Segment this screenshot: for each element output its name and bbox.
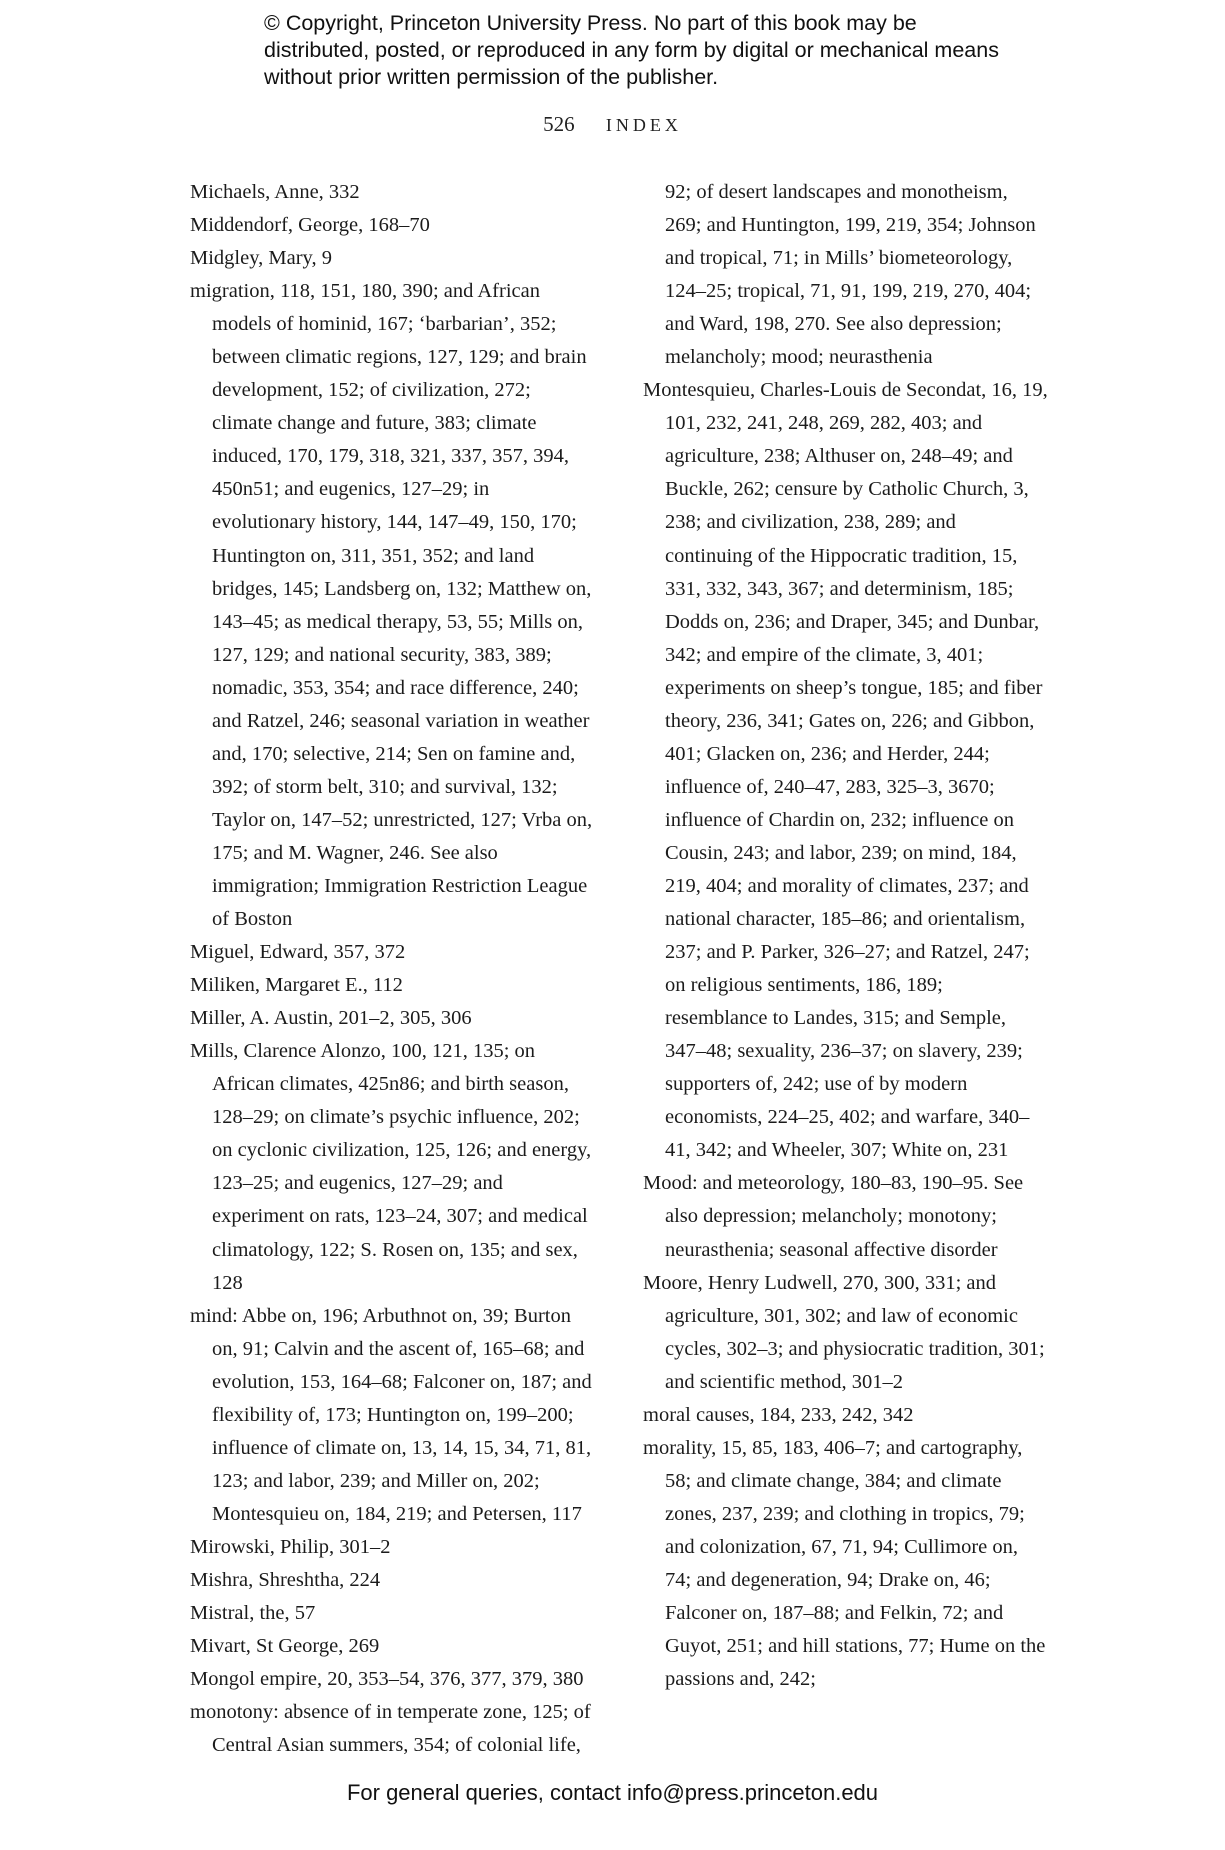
contact-footer: For general queries, contact info@press.princeton.edu — [346, 1780, 879, 1805]
index-entry: Miller, A. Austin, 201–2, 305, 306 — [190, 1007, 472, 1030]
index-entry: Mongol empire, 20, 353–54, 376, 377, 379, 380 — [190, 1668, 584, 1691]
page-number: 526 — [543, 112, 575, 136]
index-column-left — [190, 176, 595, 1762]
index-entry: moral causes, 184, 233, 242, 342 — [643, 1403, 914, 1426]
index-entry: Miliken, Margaret E., 112 — [190, 974, 403, 997]
index-entry: Mood: and meteorology, 180–83, 190–95. See also depression; melancholy; monotony; neurasthenia; seasonal affective disorder — [643, 1172, 1024, 1261]
index-entry: Mivart, St George, 269 — [190, 1635, 380, 1658]
index-entry: monotony: absence of in temperate zone, 125; of Central Asian summers, 354; of colonial life, — [190, 1701, 591, 1757]
index-entry: Mills, Clarence Alonzo, 100, 121, 135; on African climates, 425n86; and birth season, 128–29; on climate’s psychic influence, 202; on cyclonic civilization, 125, 126; and energy, 123–25; and eugenics, 127–29; and experiment on rats, 123–24, 307; and medical climatology, 122; S. Rosen on, 135; and sex, 128 — [190, 1040, 592, 1294]
index-entry: Mirowski, Philip, 301–2 — [190, 1535, 391, 1558]
index-entry: Mishra, Shreshtha, 224 — [190, 1568, 381, 1591]
index-entry-continued: 92; of desert landscapes and monotheism, 269; and Huntington, 199, 219, 354; Johnson and tropical, 71; in Mills’ biometeorology, 124–25; tropical, 71, 91, 199, 219, 270, 404; and Ward, 198, 270. See also depression; melancholy; mood; neurasthenia — [665, 181, 1036, 369]
index-entry: migration, 118, 151, 180, 390; and African models of hominid, 167; ‘barbarian’, 352; between climatic regions, 127, 129; and brain development, 152; of civilization, 272; climate change and future, 383; climate induced, 170, 179, 318, 321, 337, 357, 394, 450n51; and eugenics, 127–29; in evolutionary history, 144, 147–49, 150, 170; Huntington on, 311, 351, 352; and land bridges, 145; Landsberg on, 132; Matthew on, 143–45; as medical therapy, 53, 55; Mills on, 127, 129; and national security, 383, 389; nomadic, 353, 354; and race difference, 240; and Ratzel, 246; seasonal variation in weather and, 170; selective, 214; Sen on famine and, 392; of storm belt, 310; and survival, 132; Taylor on, 147–52; unrestricted, 127; Vrba on, 175; and M. Wagner, 246. See also immigration; Immigration Restriction League of Boston — [190, 280, 593, 931]
index-entry: morality, 15, 85, 183, 406–7; and cartography, 58; and climate change, 384; and climate zones, 237, 239; and clothing in tropics, 79; and colonization, 67, 71, 94; Cullimore on, 74; and degeneration, 94; Drake on, 46; Falconer on, 187–88; and Felkin, 72; and Guyot, 251; and hill stations, 77; Hume on the passions and, 242; — [643, 1436, 1046, 1691]
index-entry: Middendorf, George, 168–70 — [190, 214, 430, 237]
index-entry: Miguel, Edward, 357, 372 — [190, 941, 406, 964]
index-entry: mind: Abbe on, 196; Arbuthnot on, 39; Burton on, 91; Calvin and the ascent of, 165–68; and evolution, 153, 164–68; Falconer on, 187; and flexibility of, 173; Huntington on, 199–200; influence of climate on, 13, 14, 15, 34, 71, 81, 123; and labor, 239; and Miller on, 202; Montesquieu on, 184, 219; and Petersen, 117 — [190, 1304, 592, 1525]
copyright-notice: © Copyright, Princeton University Press. No part of this book may be distributed, posted, or reproduced in any form by digital or mechanical means without prior written permission of the publisher. — [264, 11, 999, 89]
index-column-right — [643, 176, 1048, 1696]
index-entry: Michaels, Anne, 332 — [190, 181, 360, 203]
index-entry: Montesquieu, Charles-Louis de Secondat, 16, 19, 101, 232, 241, 248, 269, 282, 403; and agriculture, 238; Althuser on, 248–49; and Buckle, 262; censure by Catholic Church, 3, 238; and civilization, 238, 289; and continuing of the Hippocratic tradition, 15, 331, 332, 343, 367; and determinism, 185; Dodds on, 236; and Draper, 345; and Dunbar, 342; and empire of the climate, 3, 401; experiments on sheep’s tongue, 185; and fiber theory, 236, 341; Gates on, 226; and Gibbon, 401; Glacken on, 236; and Herder, 244; influence of, 240–47, 283, 325–3, 3670; influence of Chardin on, 232; influence on Cousin, 243; and labor, 239; on mind, 184, 219, 404; and morality of climates, 237; and national character, 185–86; and orientalism, 237; and P. Parker, 326–27; and Ratzel, 247; on religious sentiments, 186, 189; resemblance to Landes, 315; and Semple, 347–48; sexuality, 236–37; on slavery, 239; supporters of, 242; use of by modern economists, 224–25, 402; and warfare, 340–41, 342; and Wheeler, 307; White on, 231 — [643, 379, 1048, 1162]
section-title: INDEX — [605, 115, 682, 135]
index-entry: Moore, Henry Ludwell, 270, 300, 331; and agriculture, 301, 302; and law of economic cycles, 302–3; and physiocratic tradition, 301; and scientific method, 301–2 — [643, 1271, 1045, 1393]
running-head — [0, 112, 1225, 137]
index-entry: Mistral, the, 57 — [190, 1602, 316, 1625]
index-entry: Midgley, Mary, 9 — [190, 247, 332, 270]
